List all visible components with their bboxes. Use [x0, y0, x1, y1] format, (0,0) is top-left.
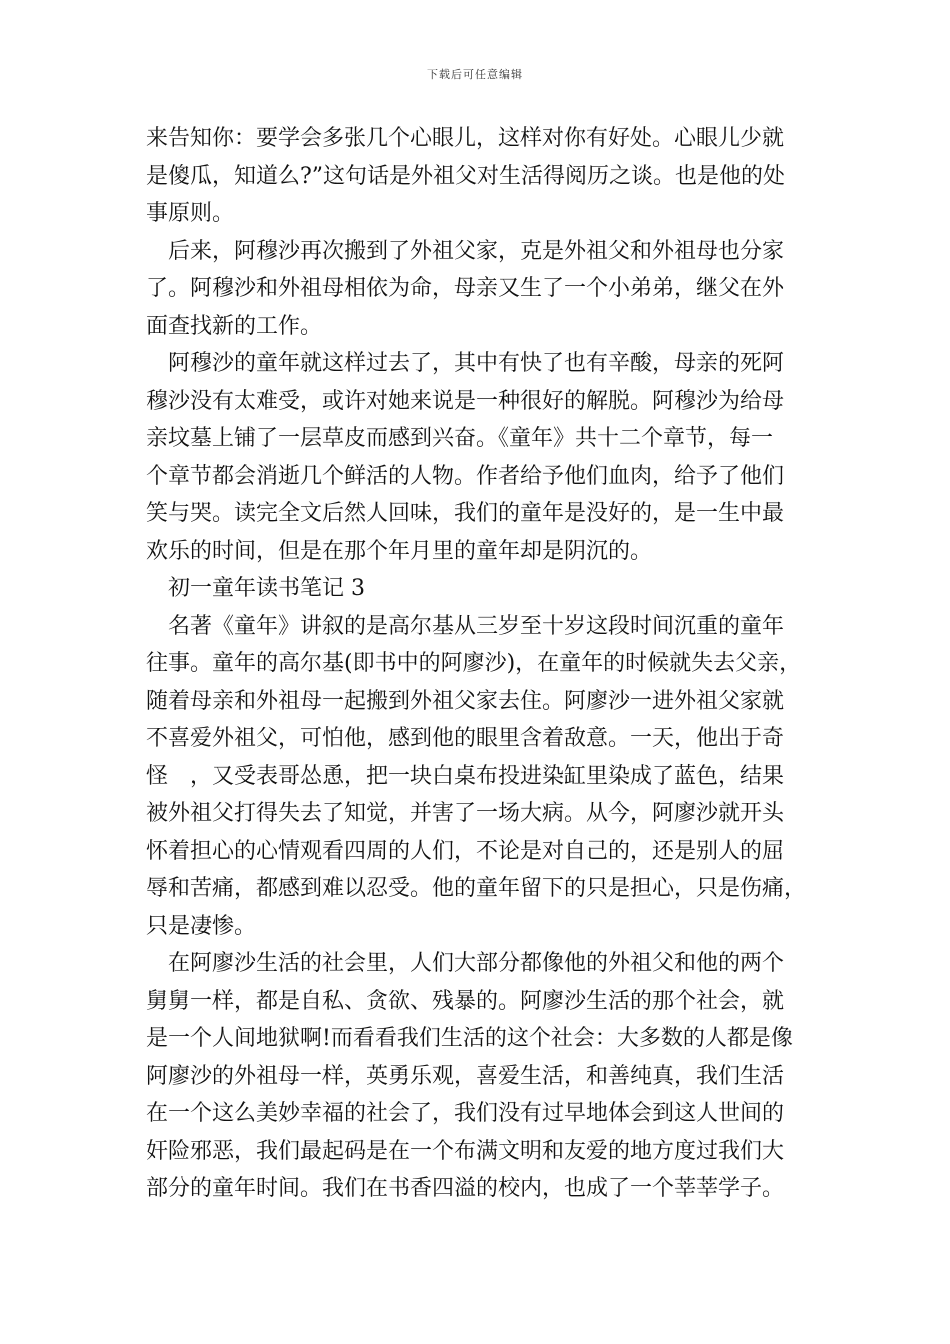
- text-line: 是一个人间地狱啊!而看看我们生活的这个社会：大多数的人都是像: [146, 1026, 793, 1051]
- text-line: 在阿廖沙生活的社会里，人们大部分都像他的外祖父和他的两个: [168, 951, 785, 976]
- text-line: 事原则。: [146, 201, 235, 226]
- text-line: 笑与哭。读完全文后然人回味，我们的童年是没好的，是一生中最: [146, 501, 785, 526]
- text-line: 亲坟墓上铺了一层草皮而感到兴奋。《童年》共十二个章节，每一: [146, 426, 774, 451]
- text-line: 个章节都会消逝几个鲜活的人物。作者给予他们血肉，给予了他们: [146, 463, 785, 489]
- text-line: 阿廖沙的外祖母一样，英勇乐观，喜爱生活，和善纯真，我们生活: [146, 1063, 785, 1089]
- document-body: [146, 120, 816, 1208]
- text-line: 奸险邪恶，我们最起码是在一个布满文明和友爱的地方度过我们大: [146, 1138, 785, 1164]
- text-line: 辱和苦痛，都感到难以忍受。他的童年留下的只是担心，只是伤痛，: [146, 876, 807, 901]
- text-line: 名著《童年》讲叙的是高尔基从三岁至十岁这段时间沉重的童年: [168, 613, 785, 639]
- page-header-note: 下载后可任意编辑: [427, 68, 523, 81]
- text-line: 只是凄惨。: [146, 913, 257, 939]
- text-line: 部分的童年时间。我们在书香四溢的校内，也成了一个莘莘学子。: [146, 1176, 785, 1201]
- text-line: 怀着担心的心情观看四周的人们，不论是对自己的，还是别人的屈: [146, 838, 785, 864]
- text-line: 了。阿穆沙和外祖母相依为命，母亲又生了一个小弟弟，继父在外: [146, 276, 785, 301]
- section-heading: 初一童年读书笔记 3: [168, 576, 365, 601]
- text-line: 阿穆沙的童年就这样过去了，其中有快了也有辛酸，母亲的死阿: [168, 351, 785, 376]
- text-line: 来告知你：要学会多张几个心眼儿，这样对你有好处。心眼儿少就: [146, 126, 785, 151]
- text-line: 往事。童年的高尔基(即书中的阿廖沙)，在童年的时候就失去父亲，: [146, 651, 802, 676]
- text-line: 怪 ，又受表哥怂恿，把一块白桌布投进染缸里染成了蓝色，结果: [146, 763, 785, 789]
- text-line: 随着母亲和外祖母一起搬到外祖父家去住。阿廖沙一进外祖父家就: [146, 688, 785, 714]
- text-line: 面查找新的工作。: [146, 313, 323, 339]
- text-line: 穆沙没有太难受，或许对她来说是一种很好的解脱。阿穆沙为给母: [146, 388, 785, 414]
- text-line: 后来，阿穆沙再次搬到了外祖父家，克是外祖父和外祖母也分家: [168, 238, 785, 264]
- text-line: 在一个这么美妙幸福的社会了，我们没有过早地体会到这人世间的: [146, 1101, 785, 1126]
- text-line: 是傻瓜，知道么?”这句话是外祖父对生活得阅历之谈。也是他的处: [146, 163, 786, 189]
- text-line: 被外祖父打得失去了知觉，并害了一场大病。从今，阿廖沙就开头: [146, 801, 785, 826]
- text-line: 舅舅一样，都是自私、贪欲、残暴的。阿廖沙生活的那个社会，就: [146, 988, 785, 1014]
- text-line: 欢乐的时间，但是在那个年月里的童年却是阴沉的。: [146, 538, 653, 564]
- text-line: 不喜爱外祖父，可怕他，感到他的眼里含着敌意。一天，他出于奇: [146, 726, 785, 751]
